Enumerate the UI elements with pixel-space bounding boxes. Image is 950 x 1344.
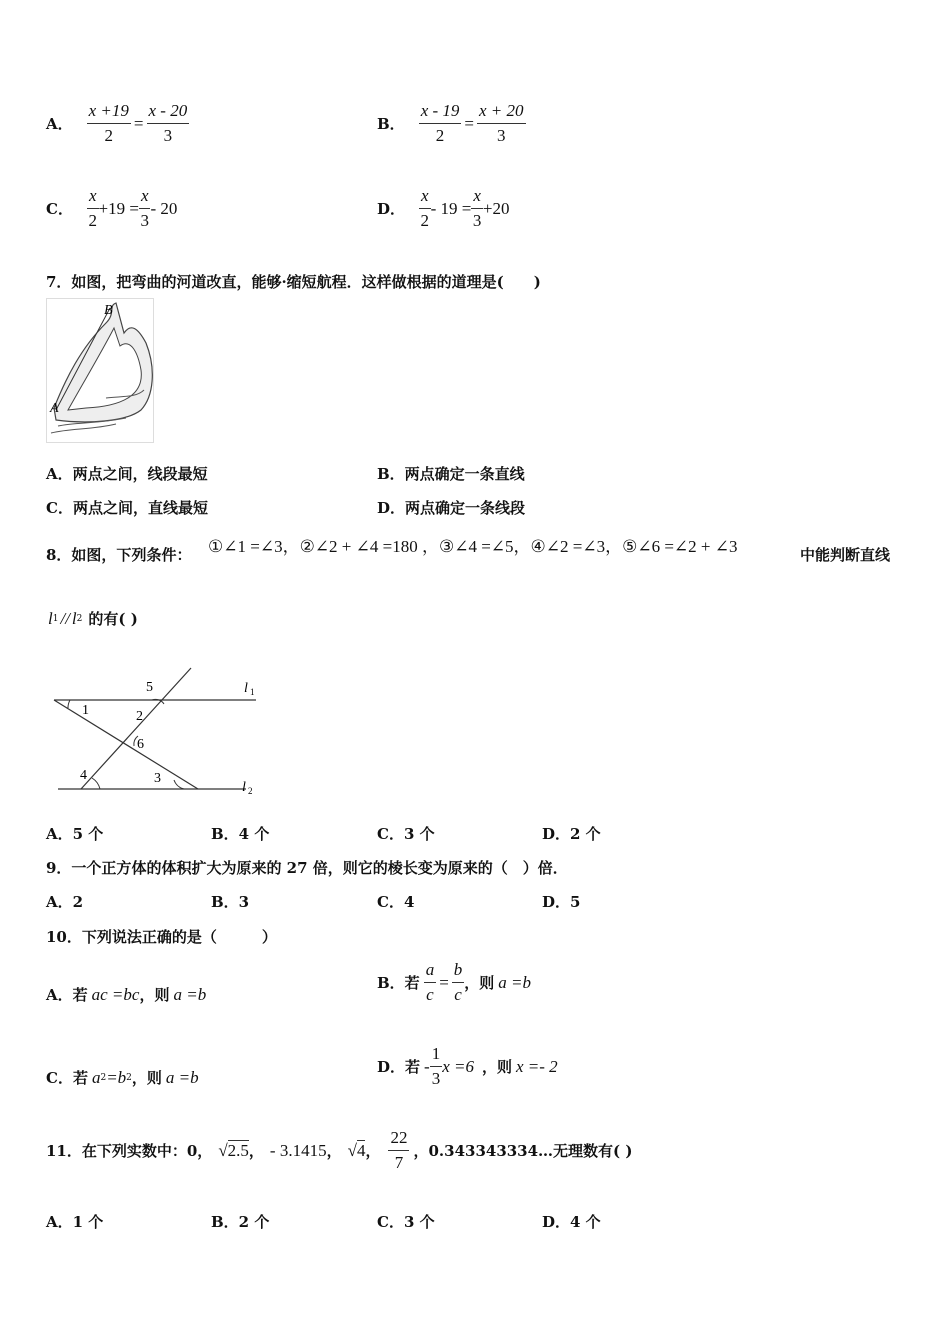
q7-stem: 7．如图，把弯曲的河道改直，能够·缩短航程．这样做根据的道理是( )	[46, 273, 541, 291]
angle-label-5: 5	[146, 680, 153, 695]
q9-stem: 9．一个正方体的体积扩大为原来的 27 倍，则它的棱长变为原来的（ ）倍．	[46, 859, 568, 877]
q10-option-d: D．若 - $\frac{1}{3}$ x =6 ，则 x =- 2	[377, 1044, 558, 1088]
q8-option-d: D．2 个	[542, 825, 601, 843]
angle-label-2: 2	[136, 709, 143, 724]
angle-label-1: 1	[82, 703, 89, 718]
q6-option-b: B． $\frac{x - 19}{2}$ = $\frac{x + 20}{3}$	[377, 101, 524, 145]
fig-label-b: B	[104, 303, 113, 318]
q11-stem: 11．在下列实数中：0， √2.5 ， - 3.1415 ， √4 ， $\frac{22}{7}$ ，0.343343334…无理数有( )	[46, 1128, 633, 1172]
angle-label-3: 3	[154, 771, 161, 786]
q10-option-b: B．若 $\frac{a}{c}$ = $\frac{b}{c}$ ，则 a =b	[377, 960, 532, 1004]
q11-option-a: A．1 个	[46, 1213, 104, 1231]
q8-option-b: B．4 个	[211, 825, 270, 843]
q9-option-a: A．2	[46, 893, 84, 911]
line-label-l2-sub: 2	[248, 786, 253, 796]
q10-option-c: C．若 a 2 =b 2 ，则 a =b	[46, 1067, 199, 1087]
q7-option-b: B．两点确定一条直线	[377, 465, 525, 483]
q8-stem-end: 中能判断直线	[800, 546, 891, 564]
q7-option-a: A．两点之间，线段最短	[46, 465, 208, 483]
sqrt-2.5: √2.5	[218, 1140, 249, 1160]
q8-option-a: A．5 个	[46, 825, 104, 843]
q9-option-c: C．4	[377, 893, 415, 911]
q8-conditions: ①∠1 =∠3，②∠2 + ∠4 =180 ，③∠4 =∠5，④∠2 =∠3，⑤∠6 =∠2 + ∠3	[208, 537, 738, 556]
line-label-l2: l	[242, 780, 246, 795]
q6-option-c: C． $\frac{x}{2}$ +19 = $\frac{x}{3}$ - 20	[46, 186, 178, 230]
line-label-l1-sub: 1	[250, 687, 255, 697]
angle-label-4: 4	[80, 768, 87, 783]
q8-parallel-expr: l 1 // l 2 的有( )	[48, 608, 138, 628]
q6-option-a: A． $\frac{x +19}{2}$ = $\frac{x - 20}{3}$	[46, 101, 188, 145]
q7-option-c: C．两点之间，直线最短	[46, 499, 208, 517]
parallel-lines-figure	[46, 660, 266, 800]
q6-option-d: D． $\frac{x}{2}$ - 19 = $\frac{x}{3}$ +20	[377, 186, 510, 230]
q10-option-a: A．若 ac =bc ，则 a =b	[46, 984, 207, 1004]
fig-label-a: A	[50, 401, 59, 416]
q10-stem: 10．下列说法正确的是（ ）	[46, 928, 277, 946]
q11-option-b: B．2 个	[211, 1213, 270, 1231]
line-label-l1: l	[244, 681, 248, 696]
sqrt-4: √4	[347, 1140, 366, 1160]
q8-stem-start: 8．如图，下列条件：	[46, 546, 192, 564]
q8-option-c: C．3 个	[377, 825, 435, 843]
q9-option-d: D．5	[542, 893, 581, 911]
q7-option-d: D．两点确定一条线段	[377, 499, 526, 517]
q11-option-c: C．3 个	[377, 1213, 435, 1231]
q9-option-b: B．3	[211, 893, 250, 911]
angle-label-6: 6	[137, 737, 144, 752]
river-figure	[46, 298, 156, 444]
q11-option-d: D．4 个	[542, 1213, 601, 1231]
